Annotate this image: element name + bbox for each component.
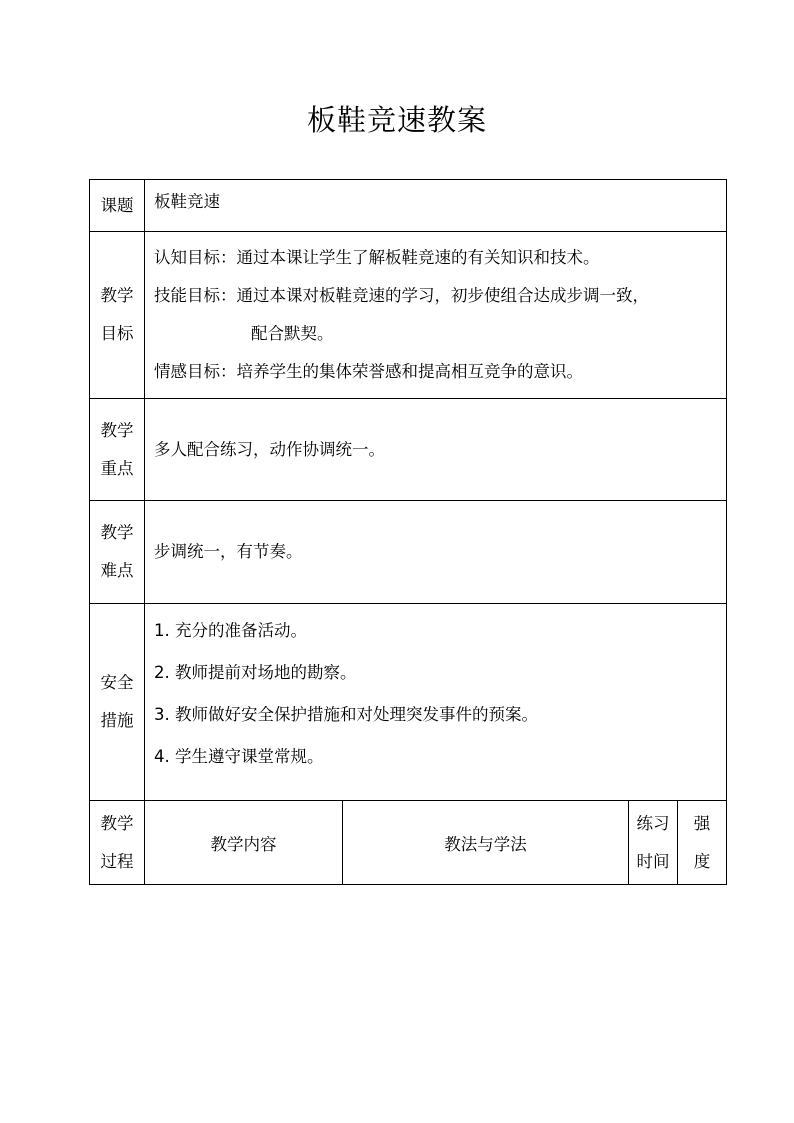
topic-label: 课题 xyxy=(90,180,145,232)
objectives-row xyxy=(90,232,727,399)
difficulties-label-line2: 难点 xyxy=(100,561,134,580)
key-points-label xyxy=(90,399,145,501)
method-column-header: 教法与学法 xyxy=(343,801,629,885)
process-header-row xyxy=(90,801,727,885)
objectives-label-line1: 教学 xyxy=(100,286,134,305)
document-title: 板鞋竞速教案 xyxy=(306,103,487,137)
key-points-label-line2: 重点 xyxy=(100,458,134,478)
safety-label xyxy=(90,604,145,801)
cognitive-objective: 认知目标：通过本课让学生了解板鞋竞速的有关知识和技术。 xyxy=(154,248,600,267)
key-points-row xyxy=(90,399,727,501)
safety-item: 4. 学生遵守课堂常规。 xyxy=(154,747,324,766)
skill-objective-line1: 技能目标：通过本课对板鞋竞速的学习，初步使组合达成步调一致， xyxy=(154,286,649,305)
safety-item: 3. 教师做好安全保护措施和对处理突发事件的预案。 xyxy=(154,705,538,724)
lesson-plan-table xyxy=(89,179,727,885)
skill-objective-line2: 配合默契。 xyxy=(251,324,334,343)
content-column-header: 教学内容 xyxy=(145,801,343,885)
objectives-label xyxy=(90,232,145,399)
time-header-line1: 练习 xyxy=(636,813,670,833)
time-column-header xyxy=(629,801,678,885)
process-label-line2: 过程 xyxy=(100,851,134,871)
intensity-header-line2: 度 xyxy=(693,851,711,871)
emotional-objective: 情感目标：培养学生的集体荣誉感和提高相互竞争的意识。 xyxy=(154,362,583,381)
intensity-column-header xyxy=(678,801,727,885)
difficulties-row xyxy=(90,501,727,604)
difficulties-label xyxy=(90,501,145,604)
topic-value: 板鞋竞速 xyxy=(154,192,220,211)
difficulties-label-line1: 教学 xyxy=(100,523,134,542)
safety-content xyxy=(145,604,727,801)
difficulties-value: 步调统一，有节奏。 xyxy=(154,542,303,561)
time-header-line2: 时间 xyxy=(636,851,670,871)
objectives-label-line2: 目标 xyxy=(100,324,134,343)
key-points-label-line1: 教学 xyxy=(100,420,134,440)
safety-item: 1. 充分的准备活动。 xyxy=(154,621,307,640)
process-label-line1: 教学 xyxy=(100,813,134,833)
safety-label-line2: 措施 xyxy=(100,711,134,730)
process-label xyxy=(90,801,145,885)
key-points-value: 多人配合练习，动作协调统一。 xyxy=(154,439,385,459)
safety-item: 2. 教师提前对场地的勘察。 xyxy=(154,663,357,682)
safety-row xyxy=(90,604,727,801)
objectives-content xyxy=(145,232,727,399)
topic-row xyxy=(90,180,727,232)
intensity-header-line1: 强 xyxy=(693,813,711,833)
safety-label-line1: 安全 xyxy=(100,673,134,692)
